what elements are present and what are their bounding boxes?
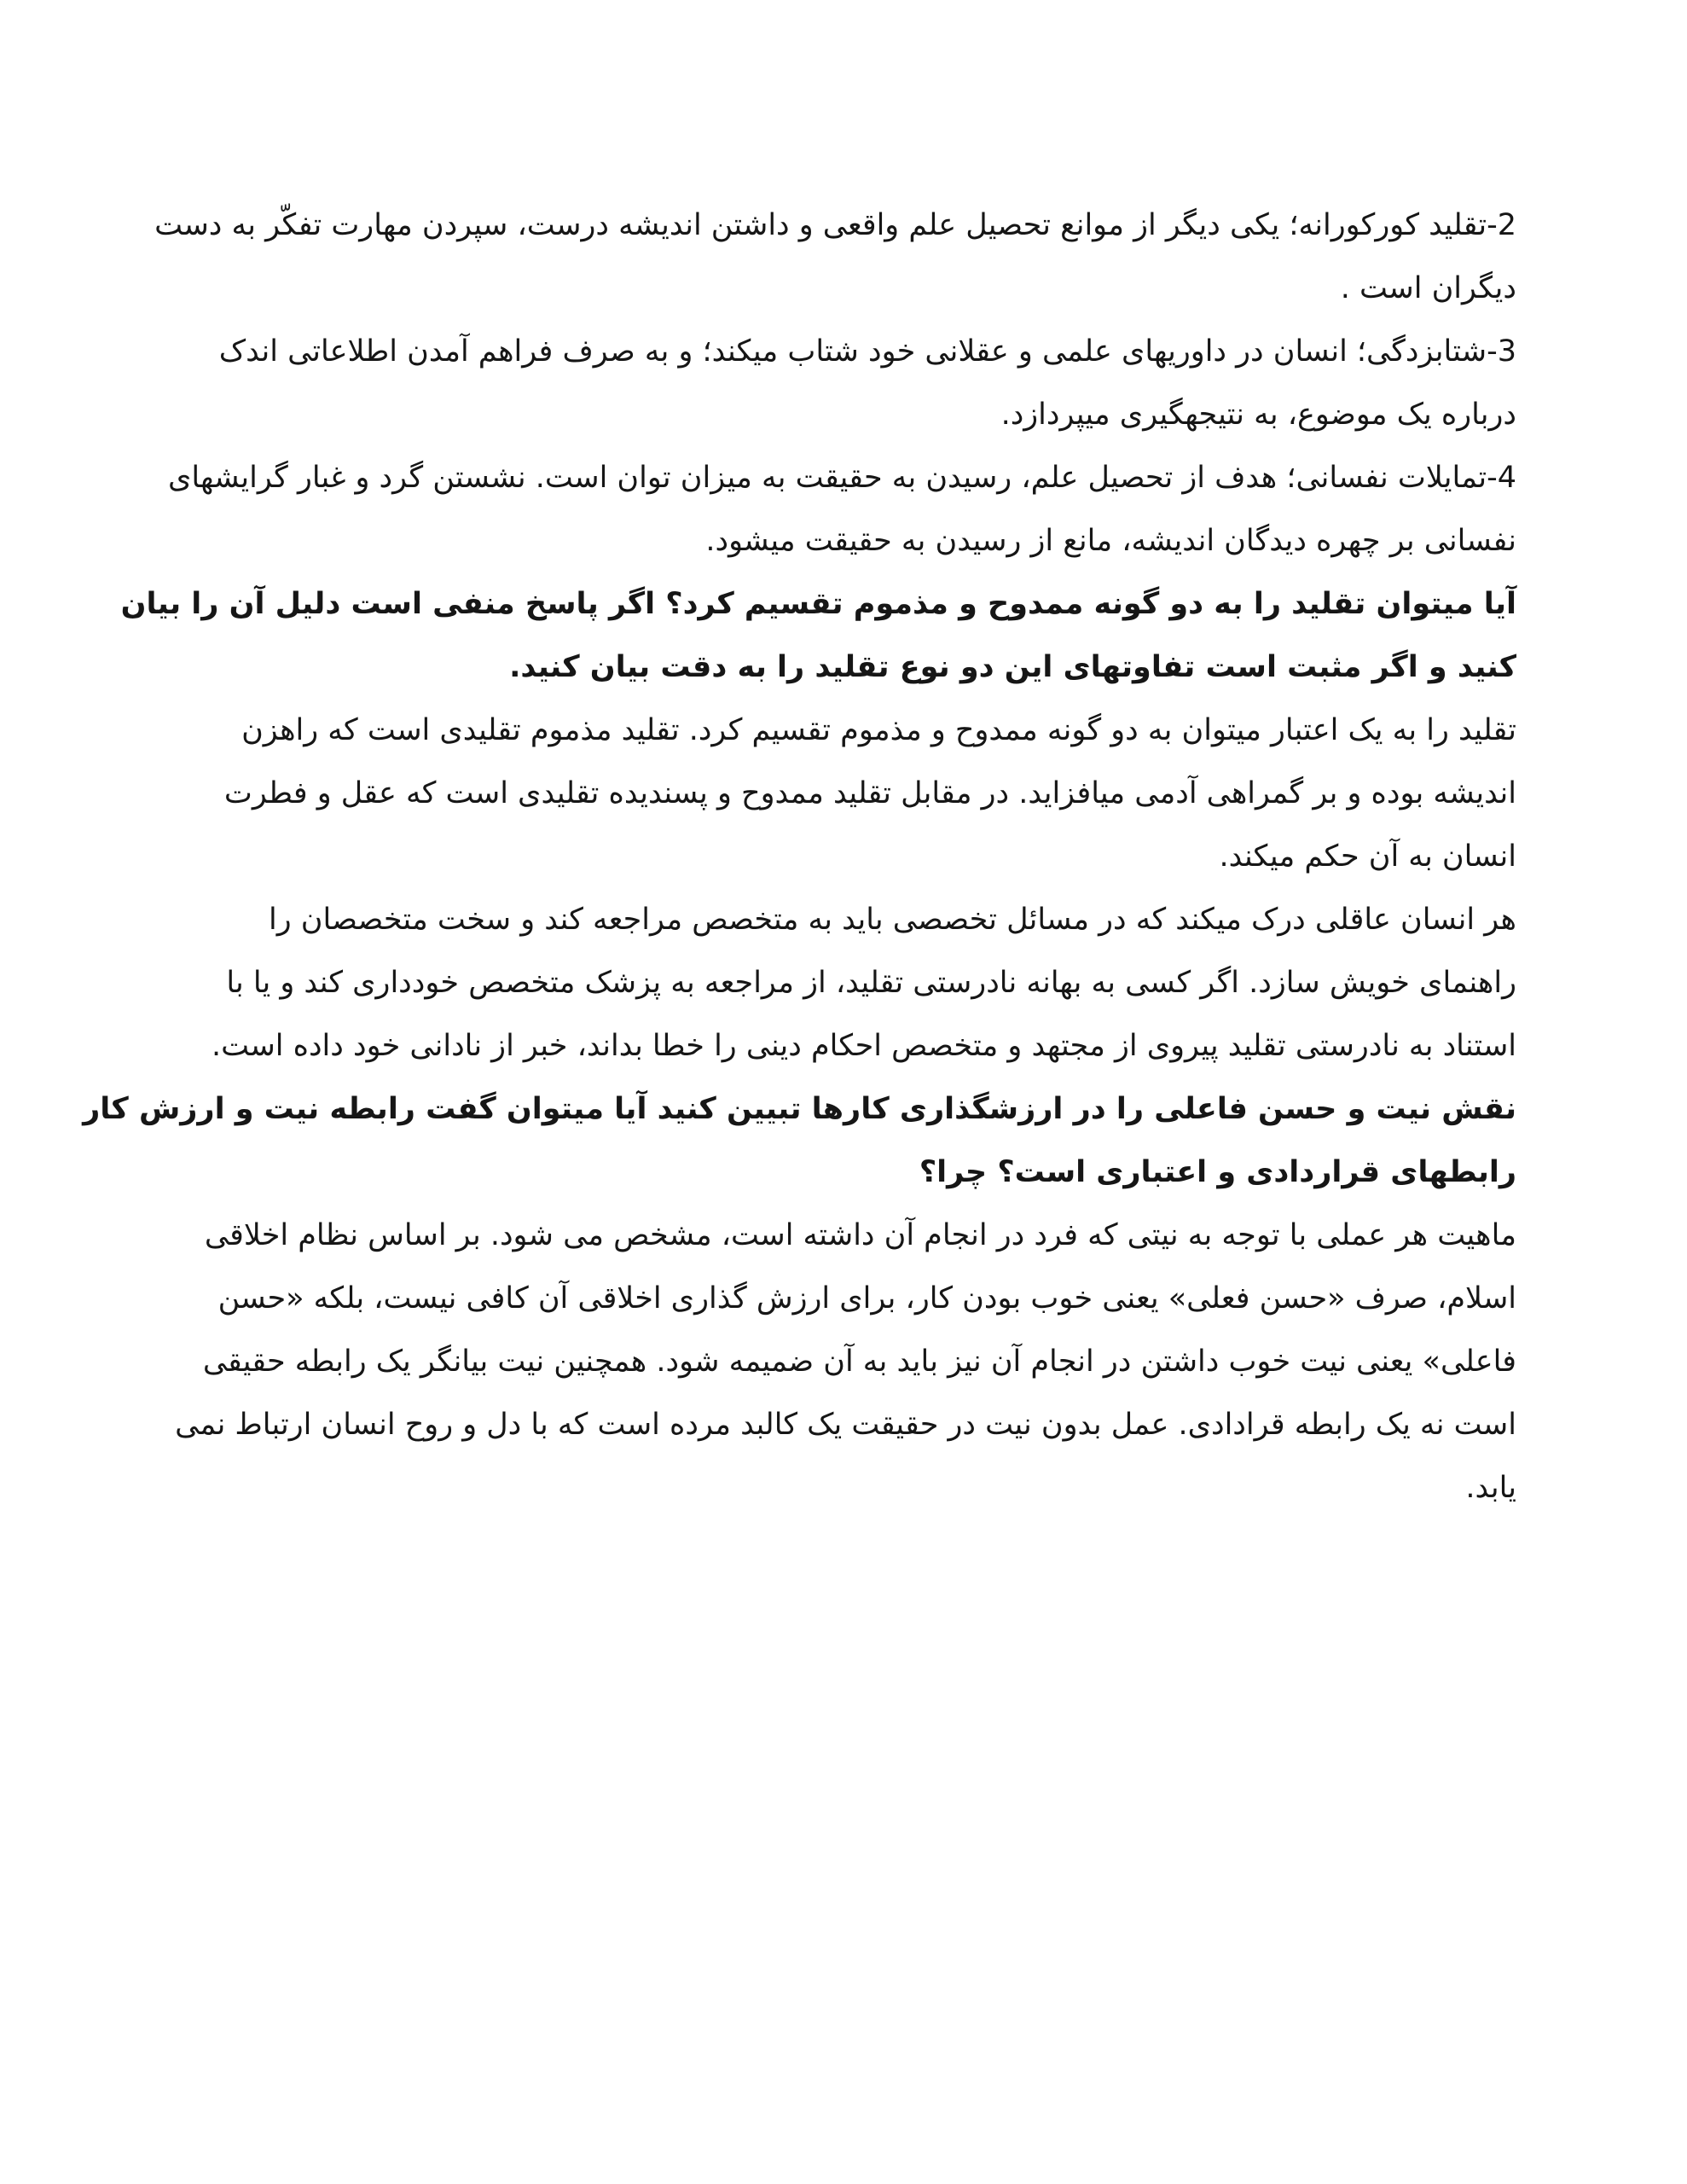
text-line: آیا میتوان تقلید را به دو گونه ممدوح و مذموم تقسیم کرد؟ اگر پاسخ منفی است دلیل آن را بیان: [120, 587, 1516, 621]
text-line: فاعلی» یعنی نیت خوب داشتن در انجام آن نیز باید به آن ضمیمه شود. همچنین نیت بیانگر یک رابطه حقیقی: [202, 1345, 1516, 1379]
document-body: [83, 194, 1516, 1519]
text-line: اسلام، صرف «حسن فعلی» یعنی خوب بودن کار، برای ارزش گذاری اخلاقی آن کافی نیست، بلکه «حسن: [217, 1281, 1516, 1316]
text-line: استناد به نادرستی تقلید پیروی از مجتهد و متخصص احکام دینی را خطا بداند، خبر از نادانی خود داده است.: [211, 1029, 1516, 1063]
body-paragraph: [119, 320, 1516, 446]
text-line: انسان به آن حکم میکند.: [1219, 839, 1516, 874]
text-line: 3-شتابزدگی؛ انسان در داوریهای علمی و عقلانی خود شتاب میکند؛ و به صرف فراهم آمدن اطلاعاتی اندک: [218, 334, 1516, 369]
text-line: است نه یک رابطه قرادادی. عمل بدون نیت در حقیقت یک کالبد مرده است که با دل و روح انسان ارتباط نمی: [175, 1408, 1516, 1442]
text-line: رابطهای قراردادی و اعتباری است؟ چرا؟: [919, 1155, 1516, 1189]
body-paragraph: [119, 194, 1516, 320]
text-line: یابد.: [1465, 1471, 1516, 1505]
text-line: کنید و اگر مثبت است تفاوتهای این دو نوع تقلید را به دقت بیان کنید.: [509, 650, 1516, 684]
question-paragraph: [83, 1077, 1516, 1204]
text-line: اندیشه بوده و بر گمراهی آدمی میافزاید. در مقابل تقلید ممدوح و پسندیده تقلیدی است که عقل و فطرت: [223, 776, 1516, 810]
body-paragraph: [119, 446, 1516, 572]
body-paragraph: [119, 699, 1516, 888]
text-line: درباره یک موضوع، به نتیجهگیری میپردازد.: [1000, 398, 1516, 432]
question-paragraph: [119, 572, 1516, 699]
body-paragraph: [119, 1204, 1516, 1519]
text-line: تقلید را به یک اعتبار میتوان به دو گونه ممدوح و مذموم تقسیم کرد. تقلید مذموم تقلیدی است که راهزن: [241, 713, 1516, 747]
text-line: نقش نیت و حسن فاعلی را در ارزشگذاری کارها تبیین کنید آیا میتوان گفت رابطه نیت و ارزش کار: [83, 1092, 1516, 1126]
text-line: ماهیت هر عملی با توجه به نیتی که فرد در انجام آن داشته است، مشخص می شود. بر اساس نظام اخلاقی: [204, 1218, 1516, 1252]
text-line: 2-تقلید کورکورانه؛ یکی دیگر از موانع تحصیل علم واقعی و داشتن اندیشه درست، سپردن مهارت تفکّر به دست: [154, 208, 1516, 242]
body-paragraph: [119, 888, 1516, 1077]
text-line: 4-تمایلات نفسانی؛ هدف از تحصیل علم، رسیدن به حقیقت به میزان توان است. نشستن گرد و غبار گرایشهای: [167, 461, 1516, 495]
text-line: نفسانی بر چهره دیدگان اندیشه، مانع از رسیدن به حقیقت میشود.: [705, 524, 1516, 558]
text-line: دیگران است .: [1340, 271, 1516, 305]
text-line: راهنمای خویش سازد. اگر کسی به بهانه نادرستی تقلید، از مراجعه به پزشک متخصص خودداری کند و یا با: [226, 966, 1516, 1000]
text-line: هر انسان عاقلی درک میکند که در مسائل تخصصی باید به متخصص مراجعه کند و سخت متخصصان را: [269, 903, 1516, 937]
